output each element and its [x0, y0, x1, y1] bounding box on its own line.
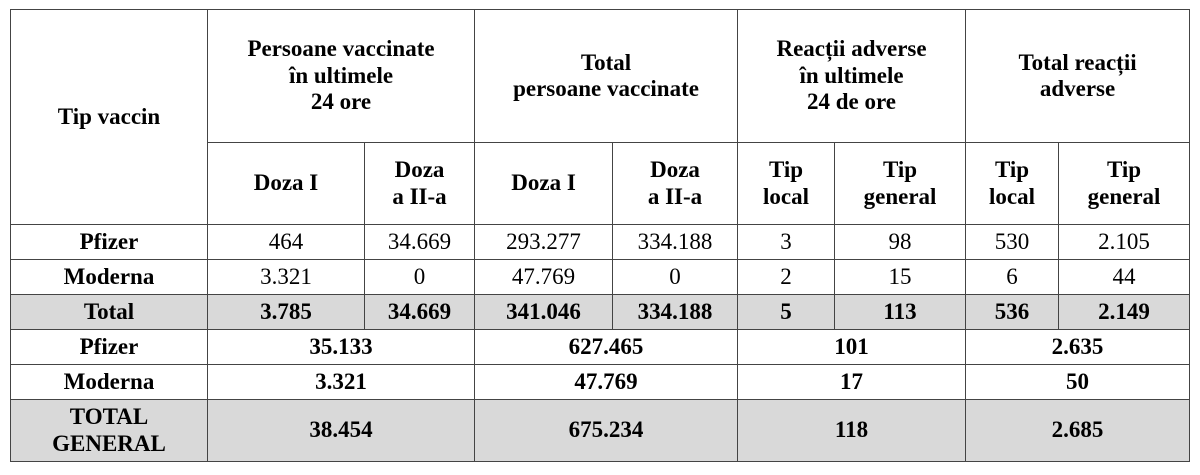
table-cell: 34.669 [365, 225, 475, 260]
row-label: Pfizer [11, 330, 208, 365]
table-cell: 44 [1059, 260, 1190, 295]
table-cell: 2.149 [1059, 295, 1190, 330]
table-cell: 2.105 [1059, 225, 1190, 260]
table-cell: 38.454 [208, 400, 475, 462]
table-cell: 2.635 [966, 330, 1190, 365]
header-persoane-vaccinate-24h: Persoane vaccinate în ultimele 24 ore [208, 10, 475, 143]
header-tip-vaccin: Tip vaccin [11, 10, 208, 225]
table-cell: 536 [966, 295, 1059, 330]
row-label: TOTAL GENERAL [11, 400, 208, 462]
table-cell: 35.133 [208, 330, 475, 365]
row-label: Total [11, 295, 208, 330]
header-total-persoane-vaccinate: Total persoane vaccinate [475, 10, 738, 143]
table-cell: 113 [835, 295, 966, 330]
table-cell: 2 [738, 260, 835, 295]
header-reactii-adverse-24h: Reacții adverse în ultimele 24 de ore [738, 10, 966, 143]
table-cell: 675.234 [475, 400, 738, 462]
table-cell: 530 [966, 225, 1059, 260]
table-cell: 47.769 [475, 365, 738, 400]
subheader-doza-1: Doza I [208, 143, 365, 225]
row-label: Moderna [11, 260, 208, 295]
table-cell: 5 [738, 295, 835, 330]
row-label: Moderna [11, 365, 208, 400]
table-cell: 17 [738, 365, 966, 400]
table-cell: 0 [365, 260, 475, 295]
table-cell: 50 [966, 365, 1190, 400]
table-cell: 3.321 [208, 260, 365, 295]
subheader-total-tip-local: Tip local [966, 143, 1059, 225]
table-cell: 627.465 [475, 330, 738, 365]
subheader-tip-local: Tip local [738, 143, 835, 225]
table-row-total [11, 295, 1190, 330]
row-label: Pfizer [11, 225, 208, 260]
vaccination-table [10, 9, 1190, 462]
table-cell: 2.685 [966, 400, 1190, 462]
subheader-doza-2: Doza a II-a [365, 143, 475, 225]
table-cell: 15 [835, 260, 966, 295]
summary-row [11, 365, 1190, 400]
table-cell: 118 [738, 400, 966, 462]
summary-row [11, 330, 1190, 365]
subheader-tip-general: Tip general [835, 143, 966, 225]
summary-row-total-general [11, 400, 1190, 462]
table-cell: 47.769 [475, 260, 613, 295]
table-cell: 464 [208, 225, 365, 260]
table-cell: 101 [738, 330, 966, 365]
table-cell: 98 [835, 225, 966, 260]
table-cell: 3.785 [208, 295, 365, 330]
header-row-1 [11, 10, 1190, 143]
table-cell: 341.046 [475, 295, 613, 330]
table-cell: 6 [966, 260, 1059, 295]
subheader-total-doza-1: Doza I [475, 143, 613, 225]
table-row [11, 225, 1190, 260]
table-cell: 293.277 [475, 225, 613, 260]
table-row [11, 260, 1190, 295]
table-cell: 0 [613, 260, 738, 295]
table-cell: 334.188 [613, 295, 738, 330]
header-total-reactii-adverse: Total reacții adverse [966, 10, 1190, 143]
subheader-total-doza-2: Doza a II-a [613, 143, 738, 225]
table-cell: 34.669 [365, 295, 475, 330]
table-cell: 334.188 [613, 225, 738, 260]
subheader-total-tip-general: Tip general [1059, 143, 1190, 225]
table-cell: 3 [738, 225, 835, 260]
table-cell: 3.321 [208, 365, 475, 400]
